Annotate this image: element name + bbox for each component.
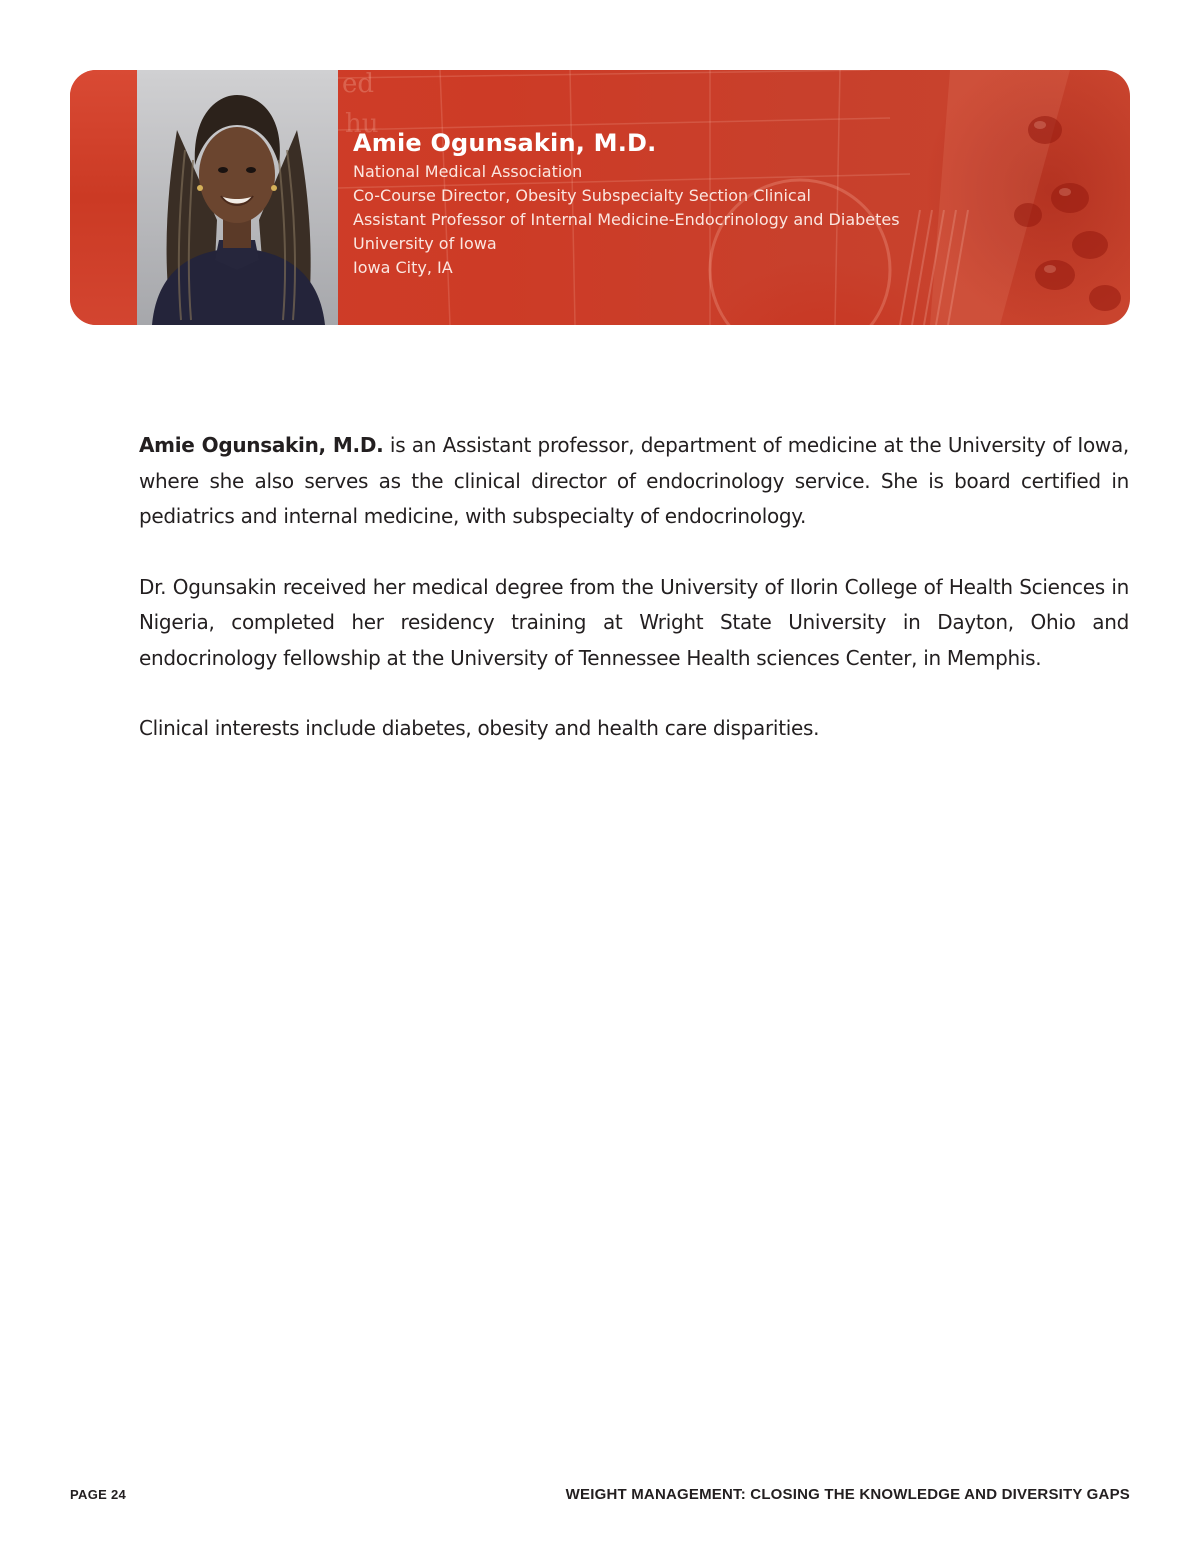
bio-paragraph-1-text: is an Assistant professor, department of medicine at the University of Iowa, where she also serves as the clinical director of endocrinology service. She is board certified in pediatrics and internal medicine, with subspecialty of endocrinology.: [139, 433, 1129, 528]
portrait-illustration: [137, 70, 338, 325]
svg-text:ed: ed: [342, 70, 375, 99]
bio-paragraph-2: Dr. Ogunsakin received her medical degree from the University of Ilorin College of Health Sciences in Nigeria, completed her residency training at Wright State University in Dayton, Ohio and endocrinology fellowship at the University of Tennessee Health sciences Center, in Memphis.: [139, 574, 1129, 670]
speaker-institution: University of Iowa: [353, 234, 497, 253]
speaker-name: Amie Ogunsakin, M.D.: [353, 129, 657, 157]
speaker-title: Assistant Professor of Internal Medicine-Endocrinology and Diabetes: [353, 210, 900, 229]
publication-title: WEIGHT MANAGEMENT: CLOSING THE KNOWLEDGE AND DIVERSITY GAPS: [565, 1486, 1130, 1503]
speaker-affiliation: National Medical Association: [353, 162, 583, 181]
page-number: PAGE 24: [70, 1487, 127, 1502]
bio-paragraph-1: [139, 428, 1129, 535]
banner-text-block: [353, 128, 1113, 280]
svg-text:hu: hu: [345, 109, 379, 139]
speaker-banner: [70, 70, 1130, 325]
bio-content: [139, 428, 1129, 782]
bio-lead-name: Amie Ogunsakin, M.D.: [139, 433, 384, 457]
speaker-location: Iowa City, IA: [353, 258, 453, 277]
speaker-photo: [137, 70, 338, 325]
bio-paragraph-3: Clinical interests include diabetes, obesity and health care disparities.: [139, 716, 820, 740]
speaker-role: Co-Course Director, Obesity Subspecialty Section Clinical: [353, 186, 811, 205]
